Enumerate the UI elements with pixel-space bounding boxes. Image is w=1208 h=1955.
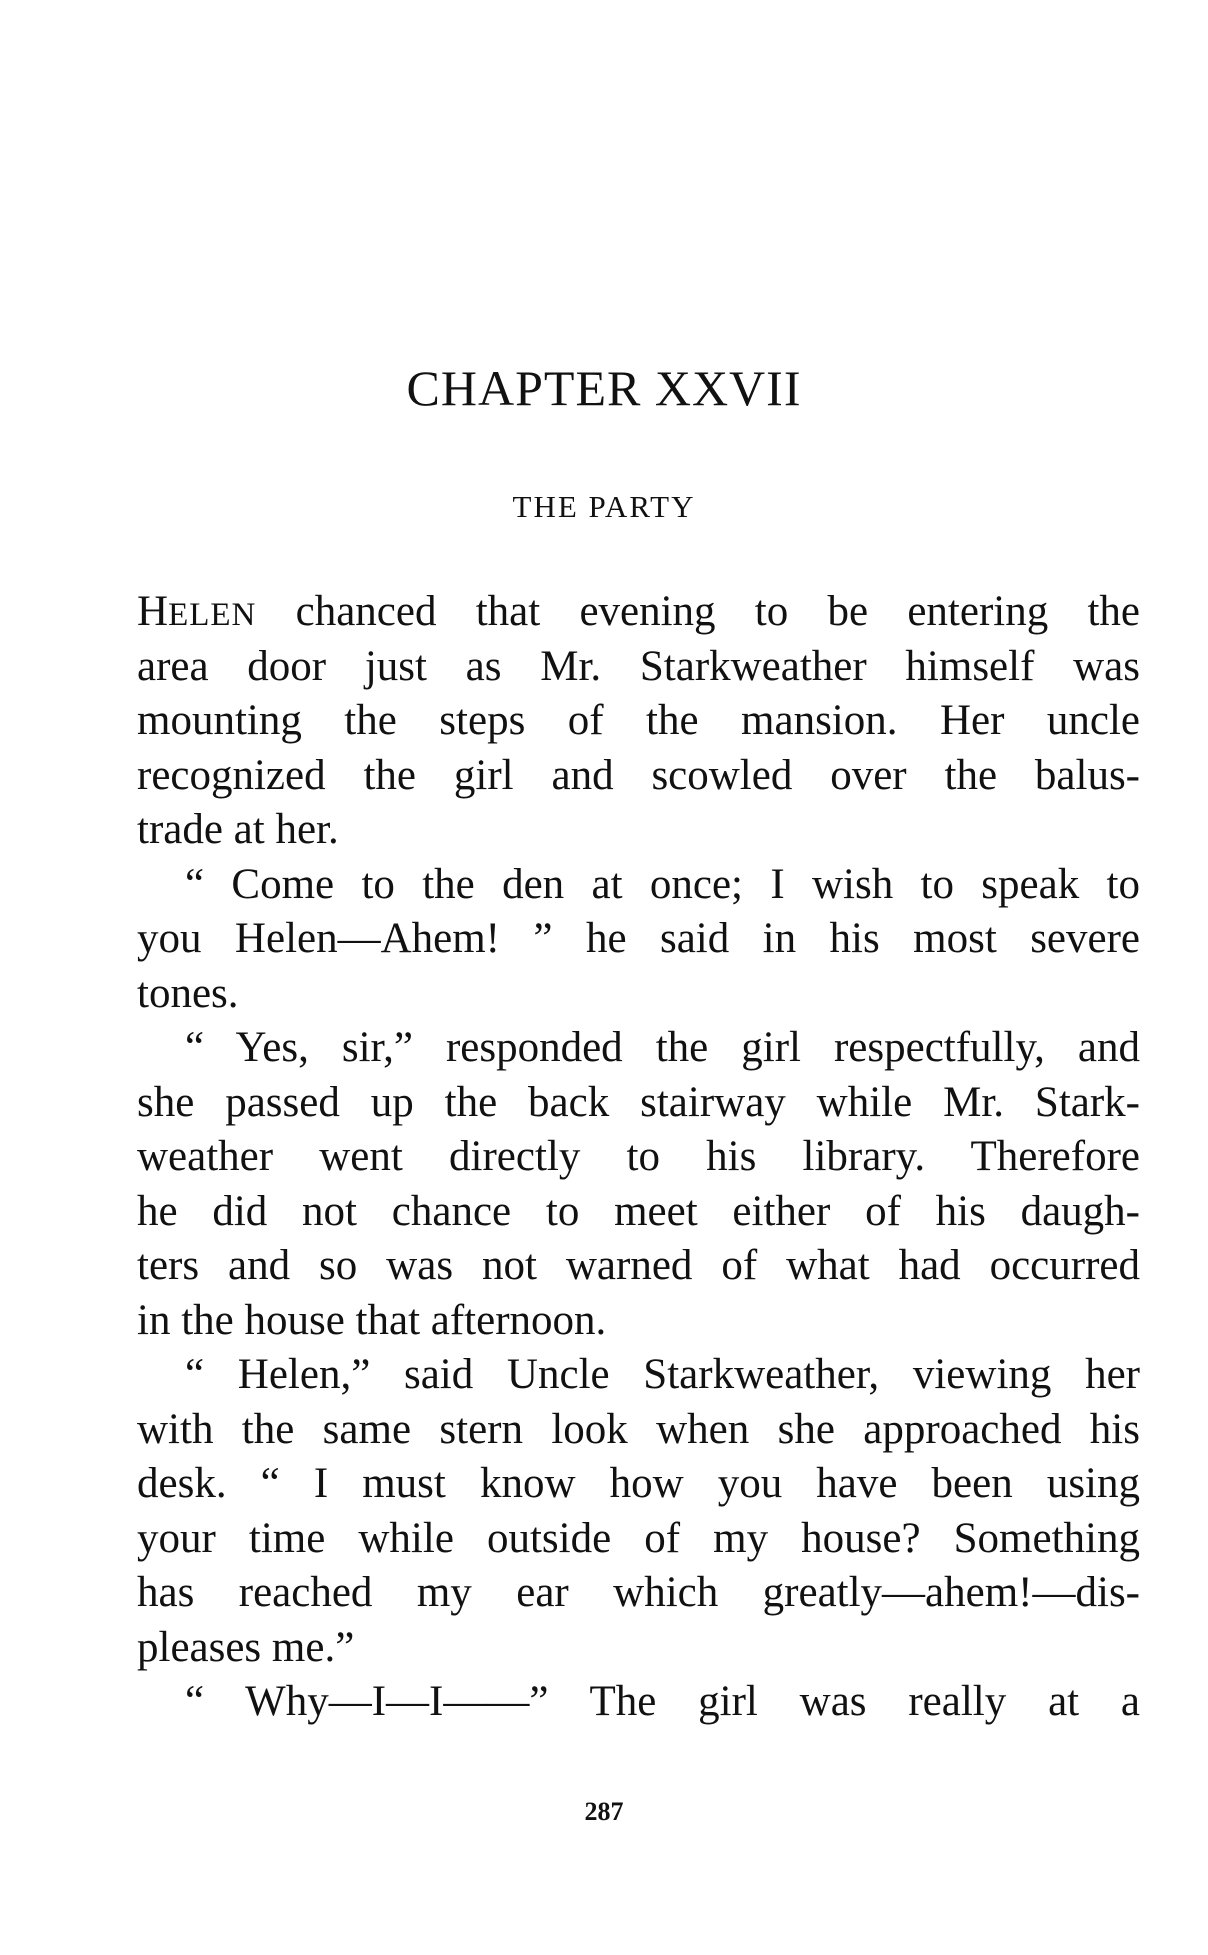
text-line-8: tones.	[137, 969, 239, 1017]
text-line-19: has reached my ear which greatly—ahem!—dis-	[137, 1569, 1140, 1616]
text-line-3: mounting the steps of the mansion. Her uncle	[137, 697, 1140, 744]
text-line-1	[137, 585, 1140, 640]
opening-initial: H	[137, 588, 169, 635]
text-line-21: “ Why—I—I——” The girl was really at a	[185, 1678, 1140, 1725]
text-line-17: desk. “ I must know how you have been using	[137, 1460, 1140, 1507]
text-line-16: with the same stern look when she approached his	[137, 1405, 1140, 1453]
text-line-12: he did not chance to meet either of his daugh-	[137, 1187, 1140, 1235]
text-line-1-rest: chanced that evening to be entering the	[256, 588, 1140, 635]
text-line-6: “ Come to the den at once; I wish to speak to	[185, 860, 1140, 908]
text-line-5: trade at her.	[137, 806, 339, 853]
text-line-14: in the house that afternoon.	[137, 1296, 607, 1344]
page-number: 287	[584, 1797, 624, 1826]
text-line-11: weather went directly to his library. Therefore	[137, 1133, 1140, 1180]
chapter-title: CHAPTER XXVII	[406, 360, 802, 416]
text-line-4: recognized the girl and scowled over the balus-	[137, 751, 1140, 799]
text-line-7: you Helen—Ahem! ” he said in his most severe	[137, 915, 1140, 962]
text-line-20: pleases me.”	[137, 1623, 355, 1671]
body-text	[137, 585, 1140, 1730]
text-line-9: “ Yes, sir,” responded the girl respectfully, and	[185, 1024, 1140, 1071]
text-line-18: your time while outside of my house? Something	[137, 1514, 1140, 1562]
text-line-13: ters and so was not warned of what had occurred	[137, 1242, 1140, 1289]
text-line-2: area door just as Mr. Starkweather himself was	[137, 642, 1140, 690]
text-line-15: “ Helen,” said Uncle Starkweather, viewing her	[185, 1351, 1140, 1398]
chapter-subtitle: THE PARTY	[512, 489, 696, 524]
text-line-10: she passed up the back stairway while Mr. Stark-	[137, 1078, 1140, 1126]
opening-small-caps: ELEN	[168, 597, 257, 633]
